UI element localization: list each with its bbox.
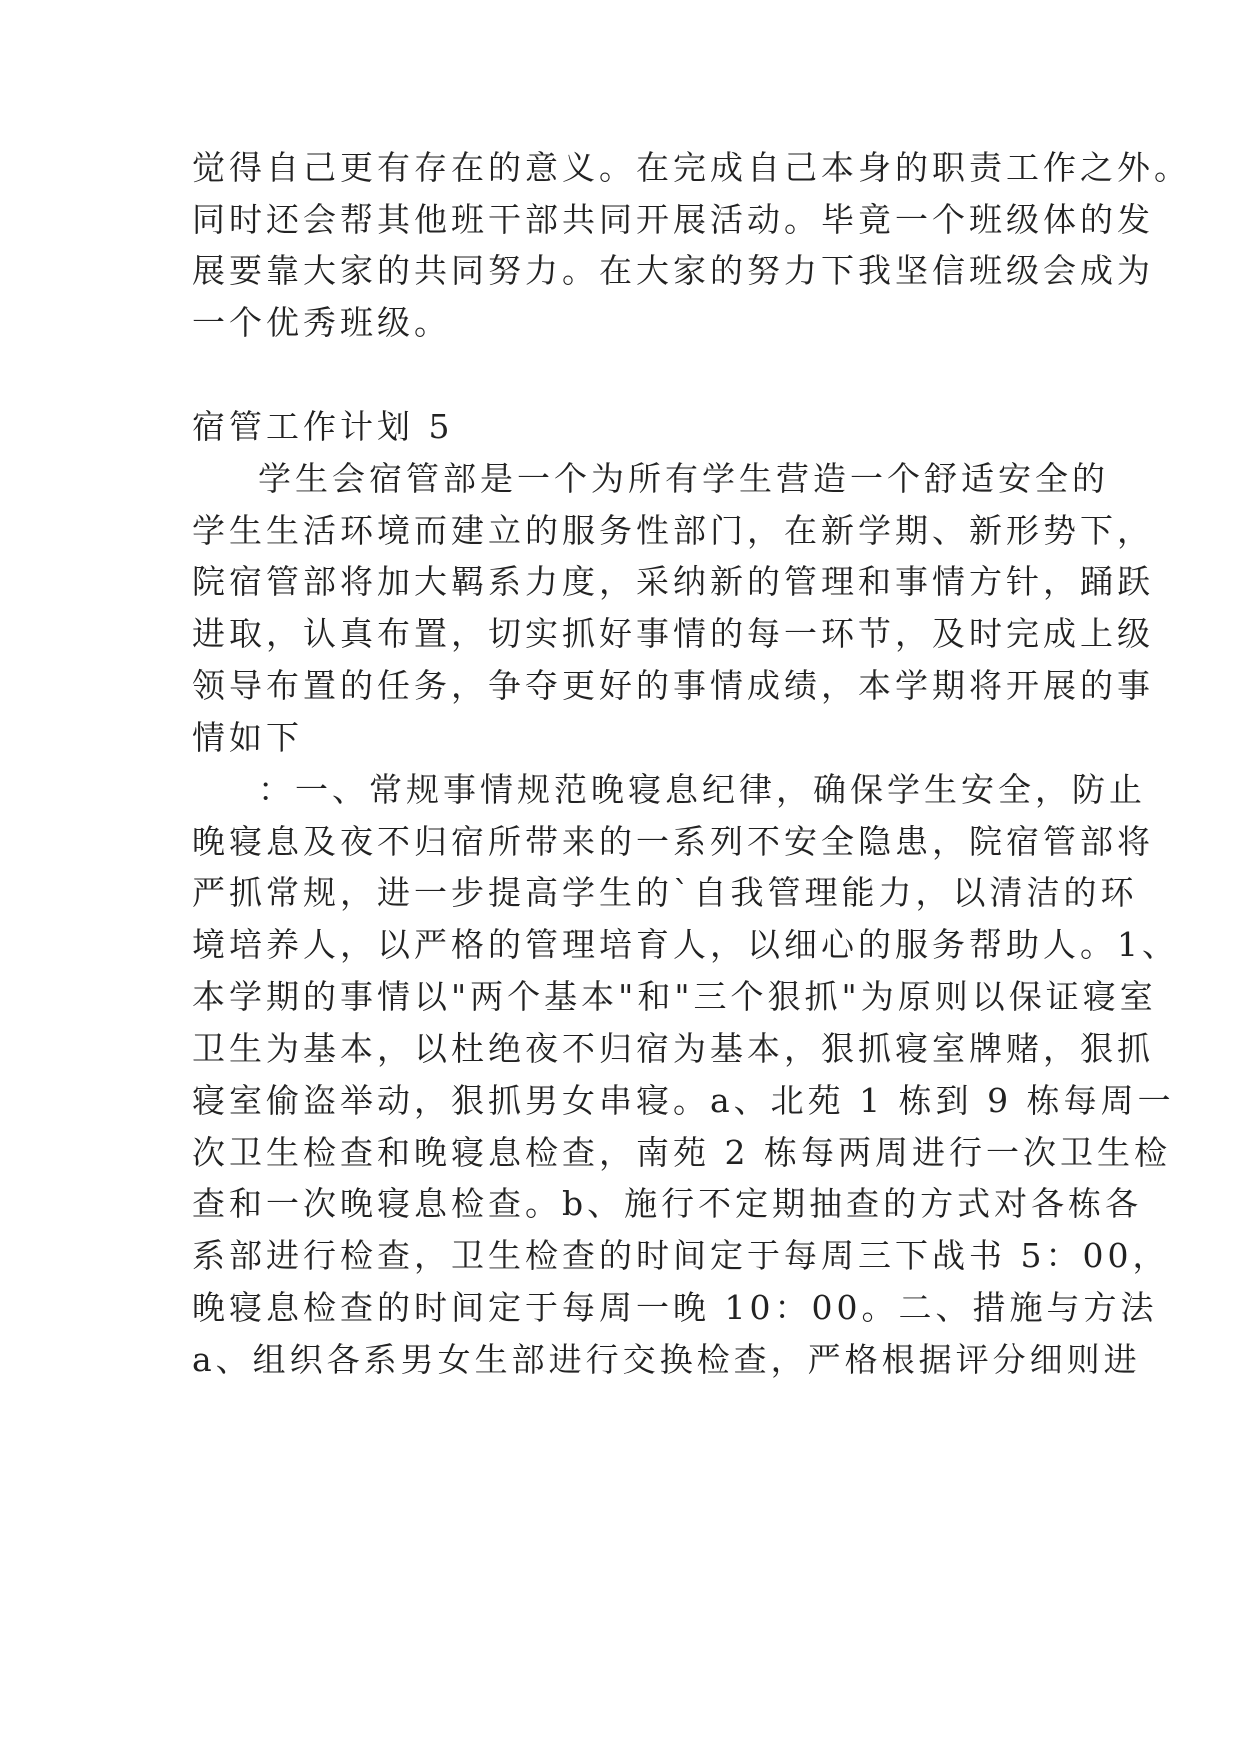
paragraph-2-line-8: 次卫生检查和晚寝息检查，南苑 2 栋每两周进行一次卫生检 [192, 1133, 1171, 1172]
paragraph-2-line-12: a、组织各系男女生部进行交换检查，严格根据评分细则进 [192, 1340, 1141, 1379]
paragraph-2-line-5: 本学期的事情以"两个基本"和"三个狠抓"为原则以保证寝室 [192, 977, 1157, 1016]
intro-line-1: 觉得自己更有存在的意义。在完成自己本身的职责工作之外。 [192, 148, 1191, 187]
paragraph-2-line-11: 晚寝息检查的时间定于每周一晚 10：00。二、措施与方法 [192, 1288, 1158, 1327]
section-title: 宿管工作计划 5 [192, 407, 454, 446]
paragraph-2-line-2: 晚寝息及夜不归宿所带来的一系列不安全隐患，院宿管部将 [192, 822, 1154, 861]
paragraph-2-line-3: 严抓常规，进一步提高学生的`自我管理能力，以清洁的环 [192, 873, 1138, 912]
paragraph-1-line-1: 学生会宿管部是一个为所有学生营造一个舒适安全的 [258, 459, 1109, 498]
paragraph-1-line-3: 院宿管部将加大羁系力度，采纳新的管理和事情方针，踊跃 [192, 562, 1154, 601]
intro-line-4: 一个优秀班级。 [192, 303, 451, 342]
paragraph-2-line-9: 查和一次晚寝息检查。b、施行不定期抽查的方式对各栋各 [192, 1184, 1143, 1223]
paragraph-2-line-10: 系部进行检查，卫生检查的时间定于每周三下战书 5：00， [192, 1236, 1170, 1275]
paragraph-2-line-4: 境培养人，以严格的管理培育人，以细心的服务帮助人。1、 [192, 925, 1179, 964]
intro-line-3: 展要靠大家的共同努力。在大家的努力下我坚信班级会成为 [192, 251, 1154, 290]
paragraph-1-line-6: 情如下 [192, 718, 303, 757]
paragraph-1-line-5: 领导布置的任务，争夺更好的事情成绩，本学期将开展的事 [192, 666, 1154, 705]
paragraph-1-line-4: 进取，认真布置，切实抓好事情的每一环节，及时完成上级 [192, 614, 1154, 653]
intro-line-2: 同时还会帮其他班干部共同开展活动。毕竟一个班级体的发 [192, 200, 1154, 239]
paragraph-2-line-6: 卫生为基本，以杜绝夜不归宿为基本，狠抓寝室牌赌，狠抓 [192, 1029, 1154, 1068]
paragraph-2-line-7: 寝室偷盗举动，狠抓男女串寝。a、北苑 1 栋到 9 栋每周一 [192, 1081, 1175, 1120]
paragraph-2-line-1: ：一、常规事情规范晚寝息纪律，确保学生安全，防止 [258, 770, 1146, 809]
paragraph-1-line-2: 学生生活环境而建立的服务性部门，在新学期、新形势下， [192, 511, 1154, 550]
